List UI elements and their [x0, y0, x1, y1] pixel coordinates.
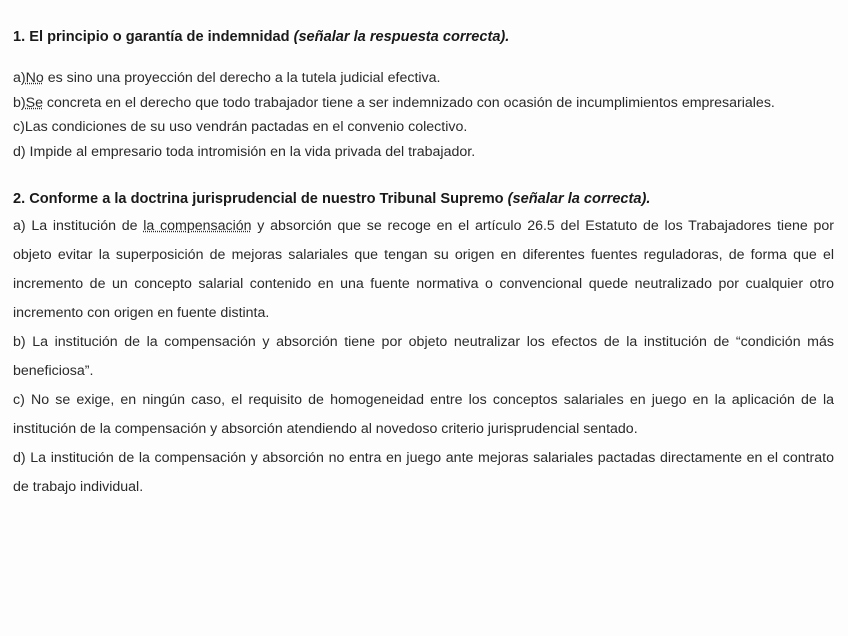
question-2-option-d: d) La institución de la compensación y absorción no entra en juego ante mejoras salariales pactadas directamente en el contrato de trabajo individual.	[13, 450, 834, 495]
q2-option-a-text: y absorción que se recoge en el artículo 26.5 del Estatuto de los Trabajadores tiene por objeto evitar la superposición de mejoras salariales que tengan su origen en diferentes fuentes reguladoras, de forma que el incremento de un concepto salarial contenido en una fuente normativa o convencional quede neutralizado por cualquier otro incremento con origen en fuente distinta.	[13, 218, 834, 321]
question-1-options	[13, 66, 834, 164]
question-2-option-b: b) La institución de la compensación y absorción tiene por objeto neutralizar los efectos de la institución de “condición más beneficiosa”.	[13, 334, 834, 379]
question-1-title	[13, 26, 834, 48]
option-a-text: es sino una proyección del derecho a la tutela judicial efectiva.	[43, 70, 441, 86]
q2-option-a-start: a) La institución de	[13, 218, 144, 234]
question-2-title-text: 2. Conforme a la doctrina jurisprudencial de nuestro Tribunal Supremo	[13, 191, 504, 207]
question-1-option-b	[13, 91, 834, 116]
question-1-option-a	[13, 66, 834, 91]
option-b-underlined: Se	[25, 94, 43, 111]
question-2-title	[13, 186, 834, 212]
question-1-hint: (señalar la respuesta correcta).	[293, 29, 510, 45]
question-2-option-c: c) No se exige, en ningún caso, el requisito de homogeneidad entre los conceptos salariales en juego en la aplicación de la institución de la compensación y absorción atendiendo al novedoso criterio jurisprudencial sentado.	[13, 392, 834, 437]
question-2-option-a	[13, 212, 834, 328]
question-2-hint: (señalar la correcta).	[507, 191, 651, 207]
question-1	[13, 26, 834, 164]
option-a-prefix: a)	[13, 70, 26, 86]
q2-option-a-underlined: la compensación	[143, 218, 252, 234]
option-b-prefix: b)	[13, 94, 26, 111]
question-1-option-c: c)Las condiciones de su uso vendrán pactadas en el convenio colectivo.	[13, 119, 468, 135]
question-1-title-text: 1. El principio o garantía de indemnidad	[13, 29, 290, 45]
question-1-option-d: d) Impide al empresario toda intromisión en la vida privada del trabajador.	[13, 143, 476, 160]
question-2	[13, 186, 834, 502]
option-a-underlined: No	[25, 70, 44, 86]
option-b-text: concreta en el derecho que todo trabajador tiene a ser indemnizado con ocasión de incumplimientos empresariales.	[42, 94, 775, 111]
